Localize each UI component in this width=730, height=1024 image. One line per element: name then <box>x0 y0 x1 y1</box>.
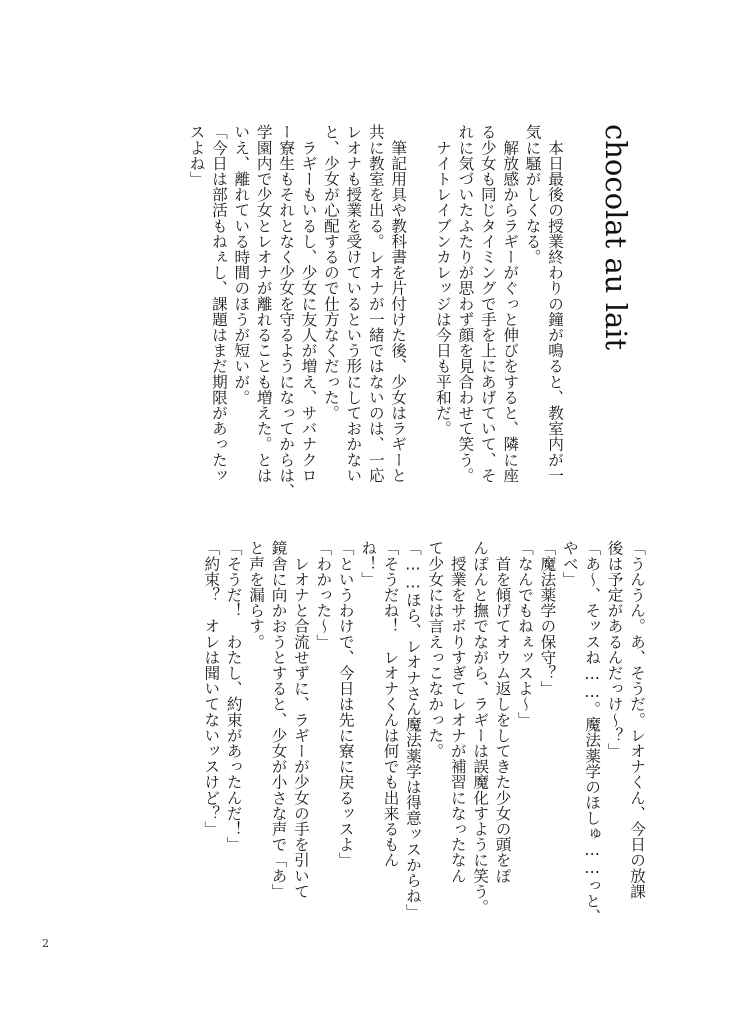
text-line: 気に騒がしくなる。 <box>523 124 542 265</box>
text-line: やべ」 <box>560 540 579 587</box>
text-line: 「今日は部活もねぇし、課題はまだ期限があったッ <box>209 124 228 483</box>
text-line: 筆記用具や教科書を片付けた後、少女はラギーと <box>389 124 408 483</box>
text-line: 「あ～、そッスね……。魔法薬学のほしゅ……っと、 <box>583 540 602 924</box>
text-line: 「そうだ！ わたし、約束があったんだ！」 <box>224 540 243 852</box>
text-line: 解放感からラギーがぐっと伸びをすると、隣に座 <box>501 124 520 483</box>
text-line: 「魔法薬学の保守？」 <box>538 540 557 696</box>
text-line: んぽんと撫でながら、ラギーは誤魔化すように笑う。 <box>471 540 490 915</box>
text-line: 「約束？ オレは聞いてないッスけど？」 <box>202 540 221 837</box>
text-line: 鏡舎に向かおうとすると、少女が小さな声で「あ」 <box>269 540 288 899</box>
text-line: ね！」 <box>359 540 378 587</box>
text-line: ー寮生もそれとなく少女を守るようになってからは、 <box>277 124 296 499</box>
text-line: 後は予定があるんだっけ～？」 <box>605 540 624 759</box>
text-line: 「なんでもねぇッスよ～」 <box>515 540 534 728</box>
text-line: 授業をサボりすぎてレオナが補習になったなん <box>448 540 467 884</box>
text-line: 共に教室を出る。レオナが一緒ではないのは、一応 <box>366 124 385 483</box>
text-line: て少女には言えっこなかった。 <box>426 540 445 759</box>
upper-text-block <box>166 124 566 508</box>
text-line: と、少女が心配するので仕方なくだった。 <box>321 124 340 421</box>
lower-text-block <box>158 540 648 932</box>
text-line: 学園内で少女とレオナが離れることも増えた。とは <box>254 124 273 483</box>
text-line: スよね」 <box>187 124 206 187</box>
text-line: ナイトレイブンカレッジは今日も平和だ。 <box>433 124 452 436</box>
text-line: 「というわけで、今日は先に寮に戻るッスよ」 <box>336 540 355 868</box>
text-line: と声を漏らす。 <box>247 540 266 650</box>
text-line: 本日最後の授業終わりの鐘が鳴ると、教室内が一 <box>546 124 564 483</box>
text-line: ラギーもいるし、少女に友人が増え、サバナクロ <box>299 124 318 483</box>
text-line: 「わかった～」 <box>314 540 333 650</box>
text-line: れに気づいたふたりが思わず顔を見合わせて笑う。 <box>456 124 475 483</box>
text-line: レオナと合流せずに、ラギーが少女の手を引いて <box>291 540 310 899</box>
text-line: る少女も同じタイミングで手を上にあげていて、そ <box>478 124 497 483</box>
text-line <box>409 124 431 508</box>
text-line: 「……ほら、レオナさん魔法薬学は得意ッスからね」 <box>403 540 422 920</box>
text-line: レオナも授業を受けているという形にしておかない <box>344 124 363 483</box>
text-line: 「うんうん。あ、そうだ。レオナくん、今日の放課 <box>628 540 646 899</box>
chapter-title: chocolat au lait <box>599 124 633 351</box>
text-line: いえ、離れている時間のほうが短いが。 <box>232 124 251 405</box>
text-line: 首を傾げてオウム返しをしてきた少女の頭をぽ <box>493 540 512 884</box>
page-number: 2 <box>42 937 49 950</box>
text-line: 「そうだね！ レオナくんは何でも出来るもん <box>381 540 400 868</box>
